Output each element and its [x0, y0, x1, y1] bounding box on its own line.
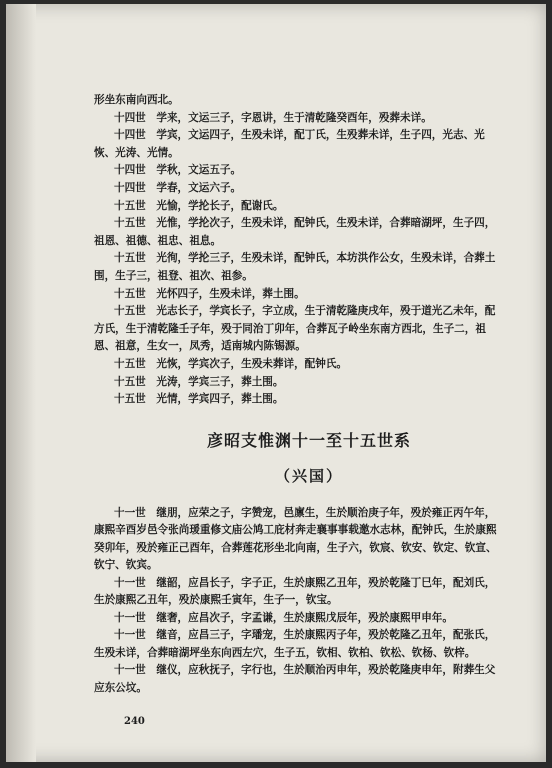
text-line: 钦宁、钦宾。: [94, 559, 158, 572]
text-line: 恢、光涛、光情。: [94, 146, 179, 159]
text-line: 十四世 学宾，文运四子，生殁未详，配丁氏，生殁葬未详，生子四，光志、光: [114, 129, 485, 142]
text-line: 恩、祖意，生女一，凤秀，适南城内陈锡源。: [94, 340, 306, 353]
text-line: 应东公坟。: [94, 681, 147, 694]
text-line: 十四世 学春，文运六子。: [114, 181, 242, 194]
text-line: 十五世 光怀四子，生殁未详，葬土围。: [114, 287, 305, 300]
document-page: [6, 4, 546, 762]
genealogy-section-1: [94, 92, 524, 409]
text-line: 十一世 继朋，应荣之子，字赞宠，邑廪生，生於顺治庚子年，殁於雍正丙午年，: [114, 506, 496, 519]
binding-shadow: [6, 4, 36, 762]
text-line: 十四世 学秋，文运五子。: [114, 164, 242, 177]
text-line: 生殁未详，合葬暗湖坪坐东向西左穴，生子五，钦相、钦柏、钦松、钦杨、钦梓。: [94, 646, 476, 659]
text-line: 十一世 继韶，应昌长子，字子正，生於康熙乙丑年，殁於乾隆丁巳年，配刘氏，: [114, 576, 496, 589]
section-subtitle: （兴国）: [274, 466, 343, 485]
text-line: 康熙辛酉岁邑令张尚瑗重修文庙公鸠工庇材奔走襄事事载邀水志林，配钟氏，生於康熙: [94, 524, 497, 537]
text-line: 十一世 继奢，应昌次子，字孟谦，生於康熙戊辰年，殁於康熙甲申年。: [114, 611, 453, 624]
text-line: 十五世 光徇，学抡三子，生殁未详，配钟氏，本坊洪作公女，生殁未详，合葬土: [114, 252, 496, 265]
text-line: 生於康熙乙丑年，殁於康熙壬寅年，生子一，钦宝。: [94, 594, 338, 607]
text-line: 围，生子三，祖登、祖次、祖参。: [94, 269, 253, 282]
section-title: 彦昭支惟渊十一至十五世系: [206, 430, 411, 450]
text-line: 十五世 光惟，学抡次子，生殁未详，配钟氏，生殁未详，合葬暗湖坪，生子四，: [114, 217, 496, 230]
text-line: 十一世 继音，应昌三子，字璠宠，生於康熙丙子年，殁於乾隆乙丑年，配张氏，: [114, 629, 496, 642]
text-line: 方氏，生于清乾隆壬子年，殁于同治丁卯年，合葬瓦子岭坐东南方西北，生子二，祖: [94, 322, 486, 335]
text-line: 祖恩、祖德、祖忠、祖息。: [94, 234, 222, 247]
text-line: 十五世 光涛，学宾三子，葬土围。: [114, 375, 284, 388]
page-content: [94, 92, 524, 697]
text-line: 形坐东南向西北。: [94, 94, 179, 106]
text-line: 癸卯年，殁於雍正己酉年，合葬莲花形坐北向南，生子六，钦宸、钦安、钦定、钦宣、: [94, 541, 497, 554]
text-line: 十一世 继仪，应秋抚子，字行也，生於顺治丙申年，殁於乾隆庚申年，附葬生父: [114, 664, 496, 677]
text-line: 十五世 光情，学宾四子，葬土围。: [114, 393, 284, 406]
page-number: 240: [124, 716, 145, 727]
text-line: 十五世 光志长子，学宾长子，字立成，生于清乾隆庚戌年，殁于道光乙未年，配: [114, 305, 496, 318]
text-line: 十五世 光恢，学宾次子，生殁未葬详，配钟氏。: [114, 357, 348, 370]
text-line: 十四世 学来，文运三子，字恩讲，生于清乾隆癸酉年，殁葬未详。: [114, 111, 432, 124]
genealogy-section-2: [94, 505, 524, 698]
text-line: 十五世 光愉，学抡长子，配谢氏。: [114, 199, 284, 212]
